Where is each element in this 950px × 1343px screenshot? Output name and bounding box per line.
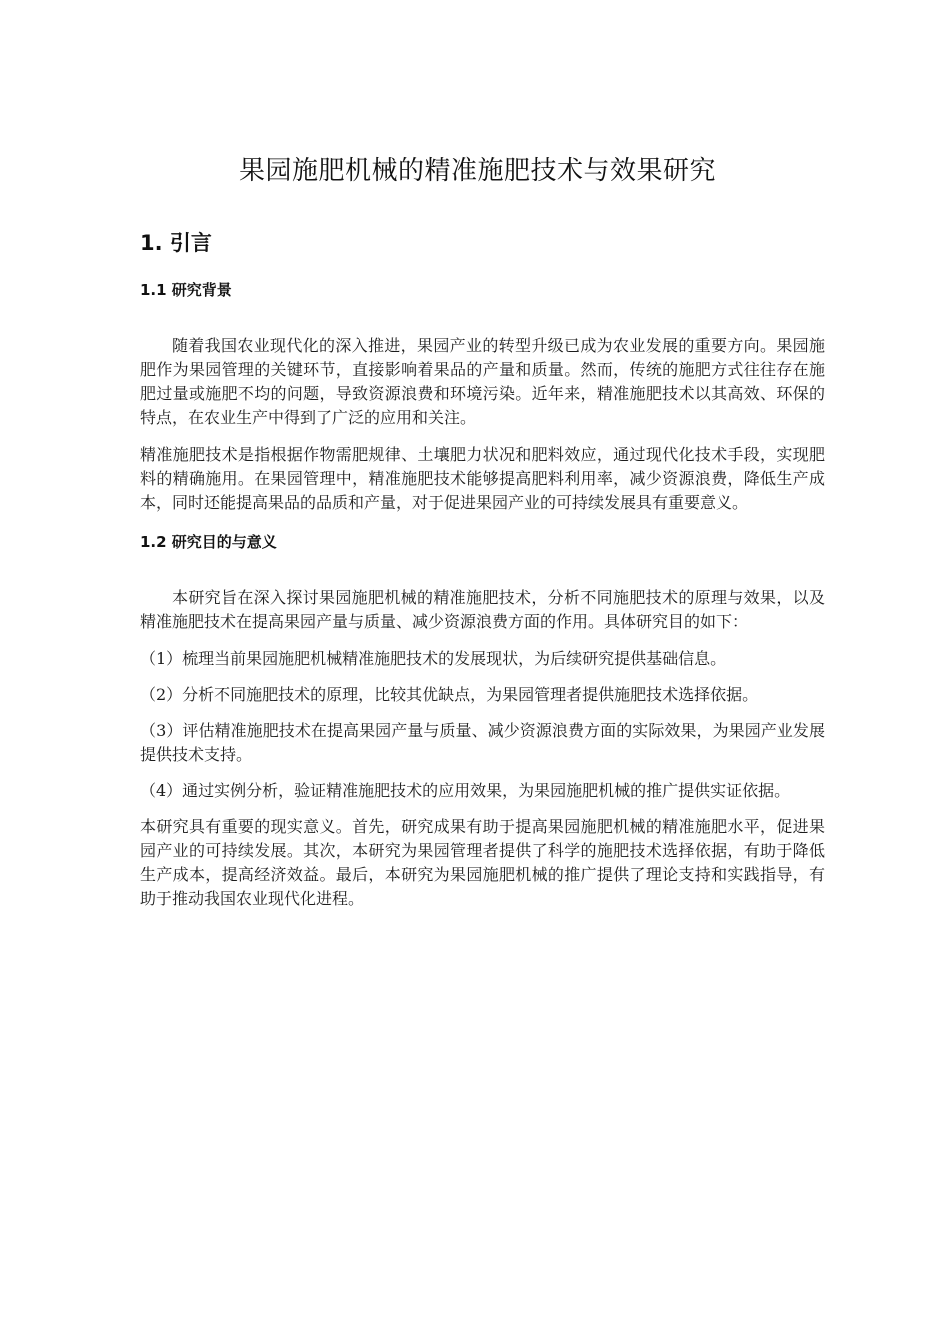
list-item: （1）梳理当前果园施肥机械精准施肥技术的发展现状，为后续研究提供基础信息。 <box>140 649 727 668</box>
paragraph: 本研究旨在深入探讨果园施肥机械的精准施肥技术，分析不同施肥技术的原理与效果，以及精准施肥技术在提高果园产量与质量、减少资源浪费方面的作用。具体研究目的如下： <box>140 588 825 631</box>
section-heading-introduction: 1. 引言 <box>140 231 212 255</box>
paragraph: 精准施肥技术是指根据作物需肥规律、土壤肥力状况和肥料效应，通过现代化技术手段，实现肥料的精确施用。在果园管理中，精准施肥技术能够提高肥料利用率，减少资源浪费，降低生产成本，同时还能提高果品的品质和产量，对于促进果园产业的可持续发展具有重要意义。 <box>140 445 825 512</box>
list-item: （3）评估精准施肥技术在提高果园产量与质量、减少资源浪费方面的实际效果，为果园产业发展提供技术支持。 <box>140 721 825 764</box>
subsection-heading-purpose: 1.2 研究目的与意义 <box>140 533 277 551</box>
document-body <box>140 150 825 924</box>
list-item: （4）通过实例分析，验证精准施肥技术的应用效果，为果园施肥机械的推广提供实证依据。 <box>140 781 791 800</box>
paragraph: 本研究具有重要的现实意义。首先，研究成果有助于提高果园施肥机械的精准施肥水平，促进果园产业的可持续发展。其次，本研究为果园管理者提供了科学的施肥技术选择依据，有助于降低生产成本，提高经济效益。最后，本研究为果园施肥机械的推广提供了理论支持和实践指导，有助于推动我国农业现代化进程。 <box>140 817 825 908</box>
paragraph: 随着我国农业现代化的深入推进，果园产业的转型升级已成为农业发展的重要方向。果园施肥作为果园管理的关键环节，直接影响着果品的产量和质量。然而，传统的施肥方式往往存在施肥过量或施肥不均的问题，导致资源浪费和环境污染。近年来，精准施肥技术以其高效、环保的特点，在农业生产中得到了广泛的应用和关注。 <box>140 336 825 427</box>
subsection-heading-background: 1.1 研究背景 <box>140 281 232 299</box>
document-title: 果园施肥机械的精准施肥技术与效果研究 <box>238 156 716 186</box>
list-item: （2）分析不同施肥技术的原理，比较其优缺点，为果园管理者提供施肥技术选择依据。 <box>140 685 759 704</box>
